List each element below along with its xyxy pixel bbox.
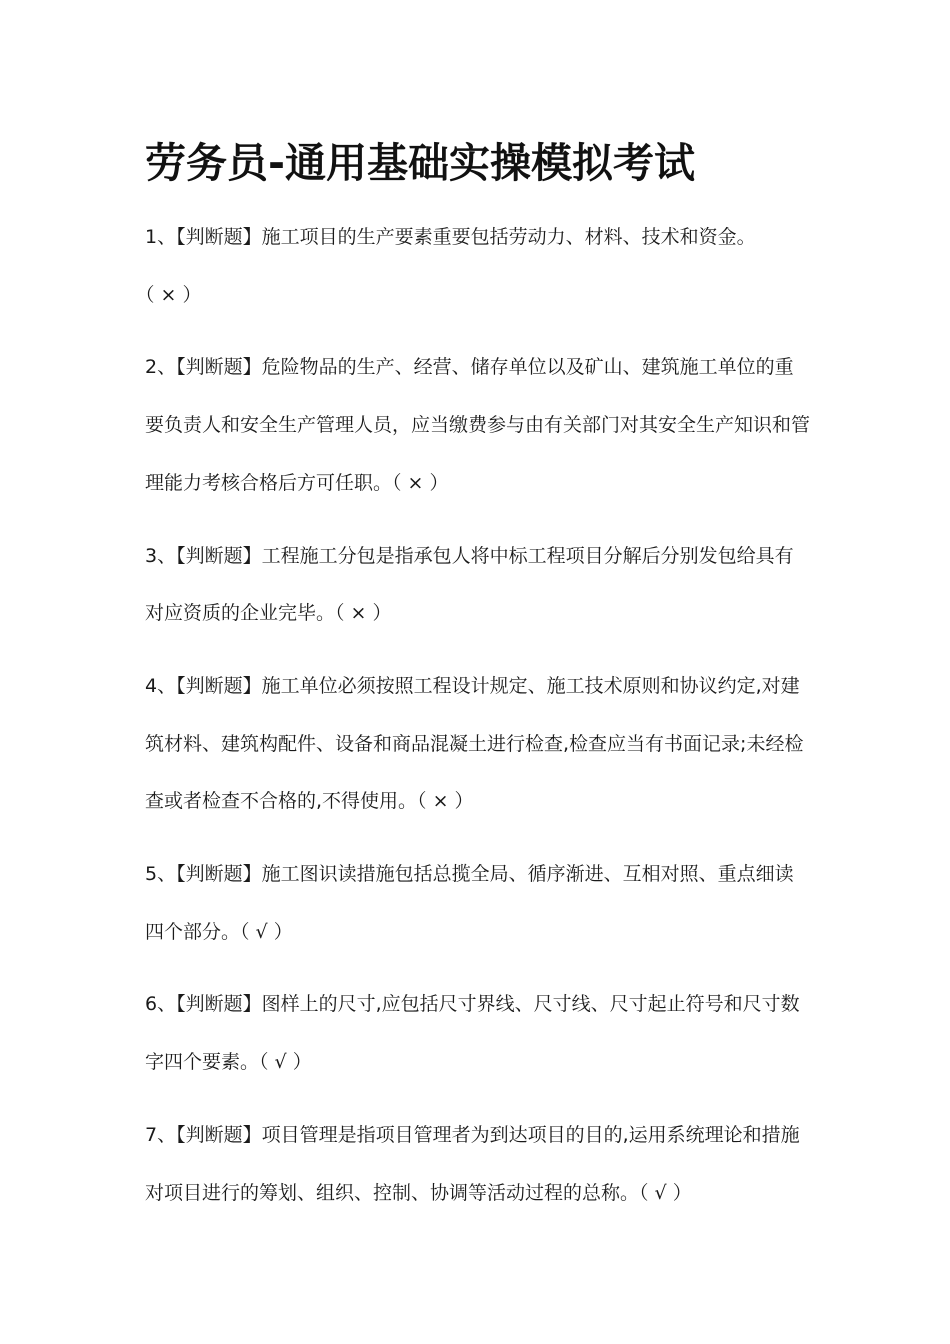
question-number: 5、 — [145, 863, 177, 886]
question-text: 施工项目的生产要素重要包括劳动力、材料、技术和资金。 — [261, 226, 756, 248]
question-type: 【判断题】 — [176, 356, 262, 379]
question-item-5 — [145, 846, 810, 961]
question-item-2 — [145, 339, 810, 512]
question-answer: （ √ ） — [639, 1181, 692, 1204]
question-text: 图样上的尺寸,应包括尺寸界线、尺寸线、尺寸起止符号和尺寸数字四个要素。 — [145, 993, 800, 1074]
question-item-7 — [145, 1107, 810, 1222]
question-answer: （ × ） — [392, 471, 449, 494]
question-list — [145, 209, 810, 1222]
question-answer: （ × ） — [335, 602, 392, 625]
question-number: 6、 — [145, 993, 177, 1016]
question-type: 【判断题】 — [176, 226, 262, 248]
question-answer: （ × ） — [145, 283, 202, 306]
question-type: 【判断题】 — [176, 1123, 262, 1146]
question-text: 施工单位必须按照工程设计规定、施工技术原则和协议约定,对建筑材料、建筑构配件、设备和商品混凝土进行检查,检查应当有书面记录;未经检查或者检查不合格的,不得使用。 — [145, 674, 804, 813]
question-item-1 — [145, 209, 810, 324]
question-item-3 — [145, 528, 810, 643]
question-number: 4、 — [145, 674, 177, 697]
question-item-6 — [145, 976, 810, 1091]
document-title: 劳务员-通用基础实操模拟考试 — [145, 139, 696, 187]
question-answer: （ √ ） — [240, 920, 293, 943]
question-text: 施工图识读措施包括总揽全局、循序渐进、互相对照、重点细读四个部分。 — [145, 863, 794, 943]
question-answer: （ √ ） — [259, 1051, 312, 1074]
question-item-4 — [145, 658, 810, 831]
document-page — [145, 128, 810, 1237]
question-type: 【判断题】 — [176, 544, 262, 567]
question-type: 【判断题】 — [176, 863, 262, 886]
question-type: 【判断题】 — [176, 674, 262, 697]
question-text: 危险物品的生产、经营、储存单位以及矿山、建筑施工单位的重要负责人和安全生产管理人员，应当缴费参与由有关部门对其安全生产知识和管理能力考核合格后方可任职。 — [145, 356, 811, 494]
question-number: 3、 — [145, 544, 177, 567]
question-number: 1、 — [145, 226, 177, 248]
question-type: 【判断题】 — [176, 993, 262, 1016]
question-answer: （ × ） — [417, 790, 474, 813]
question-text: 工程施工分包是指承包人将中标工程项目分解后分别发包给具有对应资质的企业完毕。 — [145, 544, 794, 625]
question-number: 7、 — [145, 1123, 177, 1146]
question-text: 项目管理是指项目管理者为到达项目的目的,运用系统理论和措施对项目进行的筹划、组织、控制、协调等活动过程的总称。 — [145, 1123, 800, 1204]
question-number: 2、 — [145, 356, 177, 379]
